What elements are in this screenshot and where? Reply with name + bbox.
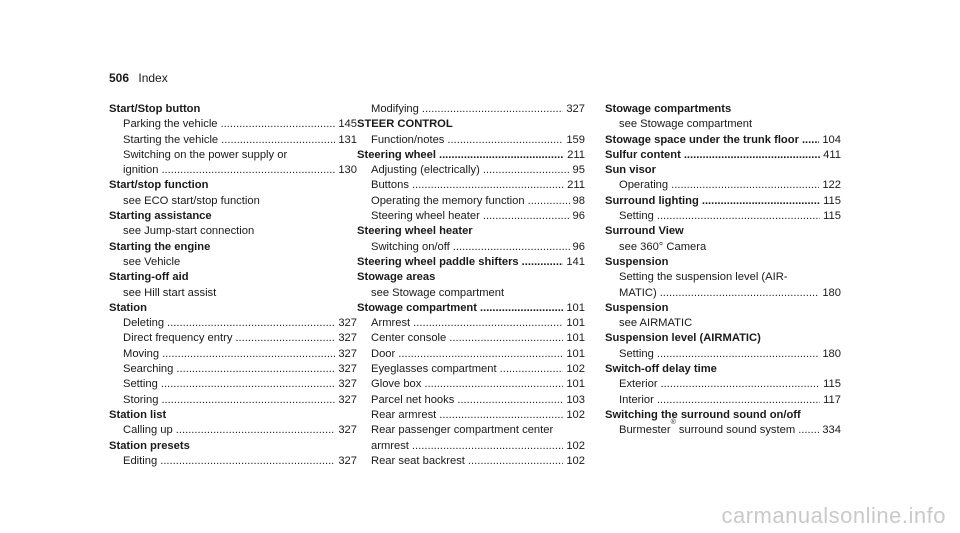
- index-entry-heading: [605, 194, 841, 209]
- entry-text: Operating: [619, 179, 669, 192]
- index-entry-heading: [357, 255, 585, 270]
- dot-leader: [661, 377, 821, 392]
- entry-text: Operating the memory function: [371, 194, 525, 207]
- index-entry-heading: [605, 362, 841, 377]
- dot-leader: [522, 255, 564, 270]
- index-column-3: [605, 102, 841, 439]
- entry-text: MATIC): [619, 286, 657, 299]
- index-entry-subitem: [357, 286, 585, 301]
- index-entry-subitem: [109, 393, 357, 408]
- entry-text-continued: surround sound system: [675, 424, 796, 437]
- index-entry-subitem: [109, 377, 357, 392]
- entry-text: Switching the surround sound on/off: [605, 408, 801, 421]
- entry-text: Function/notes: [371, 133, 445, 146]
- index-entry-subitem: [109, 423, 357, 438]
- page-reference: 327: [338, 347, 357, 360]
- index-entry-subitem: [109, 194, 357, 209]
- entry-text: Exterior: [619, 378, 658, 391]
- entry-text: see ECO start/stop function: [123, 194, 260, 207]
- index-entry-subitem: [109, 163, 357, 178]
- index-entry-subitem: [357, 163, 585, 178]
- page-reference: 115: [823, 194, 841, 207]
- index-entry-subitem: [605, 270, 841, 285]
- dot-leader: [398, 347, 563, 362]
- dot-leader: [424, 377, 563, 392]
- index-entry-subitem: [357, 347, 585, 362]
- page-reference: 104: [822, 133, 841, 146]
- entry-text: Rear seat backrest: [371, 454, 465, 467]
- page-reference: 131: [338, 133, 357, 146]
- index-entry-heading: [109, 439, 357, 454]
- entry-text: Setting: [619, 347, 654, 360]
- index-entry-heading: [109, 102, 357, 117]
- page-reference: 101: [566, 332, 585, 345]
- index-entry-subitem: [357, 240, 585, 255]
- entry-text: Modifying: [371, 103, 419, 115]
- entry-text: Switching on/off: [371, 240, 450, 253]
- dot-leader: [161, 393, 335, 408]
- page-reference: 115: [823, 378, 841, 391]
- entry-text: Parking the vehicle: [123, 118, 218, 131]
- entry-text: Armrest: [371, 317, 411, 330]
- dot-leader: [660, 286, 820, 301]
- page-reference: 101: [566, 317, 585, 330]
- index-entry-subitem: [109, 316, 357, 331]
- entry-text: see Jump-start connection: [123, 225, 255, 238]
- index-entry-subitem: [357, 178, 585, 193]
- index-entry-heading: [605, 102, 841, 117]
- registered-mark: ®: [670, 419, 676, 427]
- index-entry-heading: [357, 301, 585, 316]
- dot-leader: [412, 178, 564, 193]
- page-reference: 327: [338, 454, 357, 467]
- index-entry-heading: [109, 209, 357, 224]
- dot-leader: [657, 393, 820, 408]
- index-entry-subitem: [357, 209, 585, 224]
- page-reference: 180: [822, 347, 841, 360]
- dot-leader: [447, 133, 563, 148]
- entry-text: Setting: [123, 378, 158, 391]
- index-entry-subitem: [605, 316, 841, 331]
- page-reference: 327: [338, 393, 357, 406]
- index-entry-subitem: [109, 331, 357, 346]
- index-entry-subitem: [357, 439, 585, 454]
- page-reference: 327: [338, 363, 357, 376]
- dot-leader: [161, 163, 335, 178]
- index-column-1: [109, 102, 357, 469]
- entry-text: Surround lighting: [605, 194, 699, 207]
- index-entry-subitem: [109, 286, 357, 301]
- watermark: carmanualsonline.info: [721, 503, 946, 528]
- entry-text: Searching: [123, 363, 174, 376]
- entry-text: ignition: [123, 164, 159, 177]
- dot-leader: [457, 393, 563, 408]
- index-entry-subitem: [605, 393, 841, 408]
- page-reference: 327: [338, 317, 357, 330]
- index-entry-heading: [605, 163, 841, 178]
- dot-leader: [453, 240, 570, 255]
- page-number: 506: [109, 71, 130, 85]
- entry-text: Interior: [619, 393, 654, 406]
- index-entry-subitem: [605, 286, 841, 301]
- dot-leader: [221, 133, 335, 148]
- entry-text: see Vehicle: [123, 255, 181, 268]
- dot-leader: [684, 148, 820, 163]
- entry-text: Stowage areas: [357, 271, 436, 284]
- index-entry-subitem: [605, 240, 841, 255]
- index-entry-heading: [605, 331, 841, 346]
- entry-text: Rear passenger compartment center: [371, 424, 554, 437]
- index-entry-heading: [357, 224, 585, 239]
- index-entry-subitem: [109, 117, 357, 132]
- index-entry-heading: [605, 133, 841, 148]
- dot-leader: [162, 347, 335, 362]
- entry-text: Moving: [123, 347, 160, 360]
- page-reference: 103: [566, 393, 585, 406]
- index-entry-subitem: [109, 255, 357, 270]
- entry-text: Sun visor: [605, 164, 656, 177]
- entry-text: Start/Stop button: [109, 103, 201, 115]
- entry-text: see Stowage compartment: [619, 118, 753, 131]
- page-reference: 98: [572, 194, 585, 207]
- index-entry-heading: [109, 240, 357, 255]
- index-entry-subitem: [109, 224, 357, 239]
- index-entry-heading: [109, 301, 357, 316]
- index-entry-subitem: [605, 178, 841, 193]
- entry-text: Starting-off aid: [109, 271, 189, 284]
- entry-text: Start/stop function: [109, 179, 209, 192]
- entry-text: Burmester: [619, 424, 671, 437]
- entry-text: Suspension: [605, 301, 669, 314]
- index-entry-subitem: [605, 209, 841, 224]
- entry-text: see AIRMATIC: [619, 317, 693, 330]
- entry-text: Station presets: [109, 439, 190, 452]
- page-reference: 327: [338, 332, 357, 345]
- entry-text: Steering wheel heater: [371, 210, 480, 223]
- dot-leader: [802, 133, 819, 148]
- page-reference: 159: [566, 133, 585, 146]
- dot-leader: [176, 423, 336, 438]
- index-entry-heading: [605, 148, 841, 163]
- entry-text: Steering wheel: [357, 148, 436, 161]
- dot-leader: [412, 439, 563, 454]
- dot-leader: [439, 408, 563, 423]
- entry-text: Switching on the power supply or: [123, 148, 288, 161]
- entry-text: Starting the engine: [109, 240, 211, 253]
- dot-leader: [221, 117, 336, 132]
- page-reference: 180: [822, 286, 841, 299]
- dot-leader: [167, 316, 335, 331]
- index-entry-heading: [357, 270, 585, 285]
- entry-text: Deleting: [123, 317, 165, 330]
- page-reference: 327: [338, 424, 357, 437]
- entry-text: Stowage compartment: [357, 301, 477, 314]
- dot-leader: [657, 209, 820, 224]
- dot-leader: [176, 362, 335, 377]
- entry-text: Stowage compartments: [605, 103, 732, 115]
- page-reference: 95: [572, 164, 585, 177]
- page-reference: 145: [338, 118, 357, 131]
- index-entry-heading: [109, 270, 357, 285]
- page-reference: 141: [566, 255, 585, 268]
- dot-leader: [480, 301, 563, 316]
- page-reference: 102: [566, 408, 585, 421]
- page-reference: 411: [823, 148, 841, 161]
- entry-text: Storing: [123, 393, 159, 406]
- dot-leader: [160, 454, 335, 469]
- index-entry-subitem: [357, 102, 585, 117]
- dot-leader: [439, 148, 564, 163]
- page-reference: 102: [566, 363, 585, 376]
- entry-text: see Hill start assist: [123, 286, 217, 299]
- page-reference: 327: [338, 378, 357, 391]
- entry-text: see 360° Camera: [619, 240, 707, 253]
- index-entry-subitem: [357, 133, 585, 148]
- entry-text: Sulfur content: [605, 148, 681, 161]
- entry-text: see Stowage compartment: [371, 286, 505, 299]
- entry-text: Steering wheel paddle shifters: [357, 255, 519, 268]
- index-entry-subitem: [357, 393, 585, 408]
- index-entry-subitem: [357, 454, 585, 469]
- dot-leader: [413, 316, 563, 331]
- dot-leader: [449, 331, 563, 346]
- page-reference: 122: [822, 179, 841, 192]
- entry-text: Buttons: [371, 179, 409, 192]
- entry-text: Parcel net hooks: [371, 393, 455, 406]
- page-header: [109, 71, 168, 85]
- dot-leader: [235, 331, 335, 346]
- entry-text: Door: [371, 347, 396, 360]
- index-entry-subitem: [357, 362, 585, 377]
- entry-text: Center console: [371, 332, 447, 345]
- page-reference: 96: [572, 210, 585, 223]
- page-reference: 96: [572, 240, 585, 253]
- dot-leader: [798, 423, 819, 438]
- index-entry-subitem: [605, 347, 841, 362]
- page-reference: 117: [823, 393, 841, 406]
- index-entry-subitem: [109, 362, 357, 377]
- index-entry-subitem: [109, 454, 357, 469]
- index-entry-heading: [605, 224, 841, 239]
- page-reference: 101: [566, 301, 585, 314]
- entry-text: Rear armrest: [371, 408, 437, 421]
- page-reference: 211: [567, 179, 585, 192]
- entry-text: Stowage space under the trunk floor: [605, 133, 799, 146]
- entry-text: Steering wheel heater: [357, 225, 473, 238]
- index-entry-heading: [605, 408, 841, 423]
- page-reference: 101: [566, 347, 585, 360]
- entry-text: Setting: [619, 210, 654, 223]
- dot-leader: [528, 194, 570, 209]
- index-entry-heading: [357, 148, 585, 163]
- dot-leader: [702, 194, 820, 209]
- dot-leader: [161, 377, 335, 392]
- index-entry-subitem: [357, 331, 585, 346]
- entry-text: Surround View: [605, 225, 684, 238]
- entry-text: Editing: [123, 454, 158, 467]
- page-reference: 115: [823, 210, 841, 223]
- entry-text: Switch-off delay time: [605, 363, 717, 376]
- index-entry-heading: [109, 178, 357, 193]
- index-entry-subitem: [357, 423, 585, 438]
- index-entry-heading: [357, 117, 585, 132]
- index-entry-subitem: [109, 148, 357, 163]
- dot-leader: [468, 454, 563, 469]
- index-entry-subitem: [605, 419, 841, 438]
- page-reference: 102: [566, 439, 585, 452]
- entry-text: Suspension: [605, 255, 669, 268]
- entry-text: Direct frequency entry: [123, 332, 233, 345]
- entry-text: Setting the suspension level (AIR-: [619, 271, 788, 284]
- page-title: Index: [138, 71, 168, 85]
- entry-text: Suspension level (AIRMATIC): [605, 332, 761, 345]
- entry-text: Calling up: [123, 424, 173, 437]
- dot-leader: [483, 209, 570, 224]
- index-entry-heading: [605, 301, 841, 316]
- dot-leader: [483, 163, 570, 178]
- entry-text: Adjusting (electrically): [371, 164, 480, 177]
- dot-leader: [500, 362, 564, 377]
- index-column-2: [357, 102, 585, 469]
- dot-leader: [422, 102, 563, 117]
- index-entry-heading: [109, 408, 357, 423]
- index-entry-subitem: [357, 316, 585, 331]
- index-entry-subitem: [357, 408, 585, 423]
- entry-text: Station list: [109, 408, 167, 421]
- index-entry-subitem: [357, 194, 585, 209]
- entry-text: Glove box: [371, 378, 422, 391]
- entry-text: Starting the vehicle: [123, 133, 219, 146]
- page-reference: 334: [822, 424, 841, 437]
- index-entry-subitem: [109, 133, 357, 148]
- entry-text: Starting assistance: [109, 210, 212, 223]
- index-entry-subitem: [605, 117, 841, 132]
- page-reference: 327: [566, 103, 585, 115]
- entry-text: STEER CONTROL: [357, 118, 453, 131]
- index-entry-subitem: [109, 347, 357, 362]
- dot-leader: [671, 178, 819, 193]
- index-entry-subitem: [605, 377, 841, 392]
- index-entry-heading: [605, 255, 841, 270]
- page-reference: 102: [566, 454, 585, 467]
- entry-text: Station: [109, 301, 147, 314]
- page-reference: 211: [567, 148, 585, 161]
- dot-leader: [657, 347, 819, 362]
- page-reference: 130: [338, 164, 357, 177]
- index-entry-subitem: [357, 377, 585, 392]
- entry-text: armrest: [371, 439, 409, 452]
- entry-text: Eyeglasses compartment: [371, 363, 497, 376]
- page-reference: 101: [566, 378, 585, 391]
